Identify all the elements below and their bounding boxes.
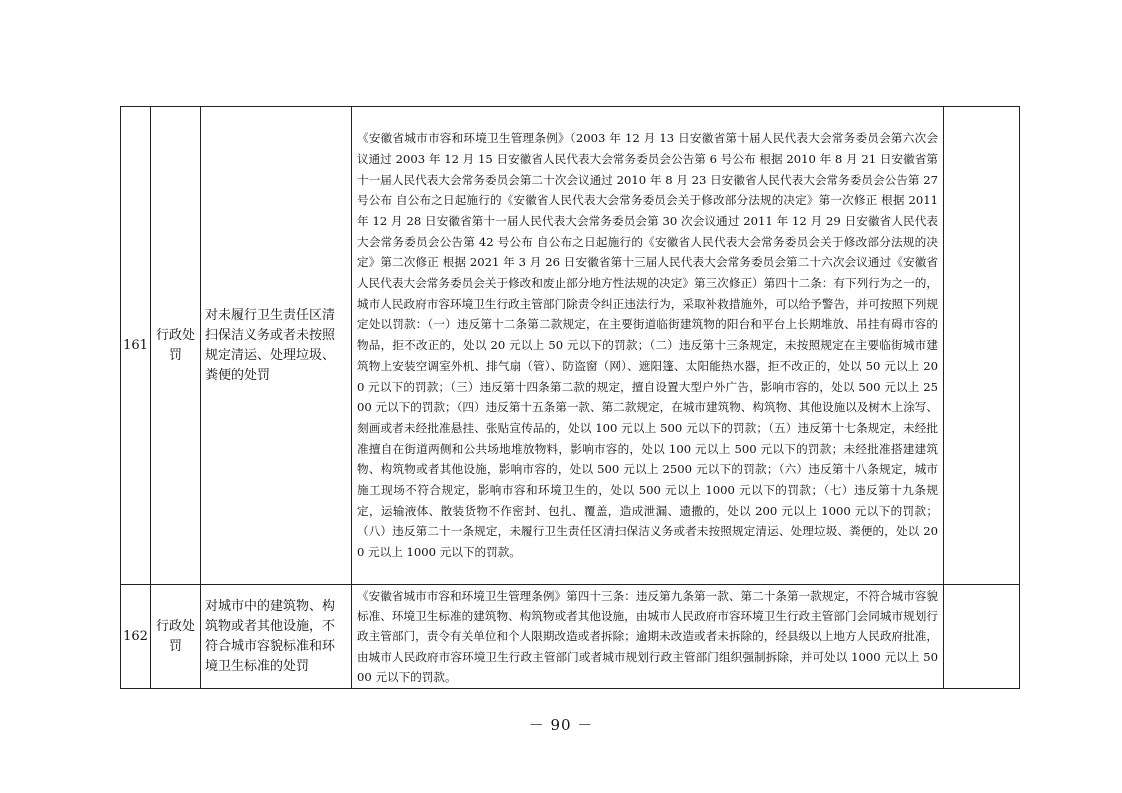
remark-cell <box>944 107 1020 585</box>
table-row <box>121 585 1020 689</box>
row-number: 162 <box>121 585 151 689</box>
penalty-type: 行政处罚 <box>151 585 201 689</box>
legal-basis: 《安徽省城市市容和环境卫生管理条例》（2003 年 12 月 13 日安徽省第十届人民代表大会常务委员会第六次会议通过 2003 年 12 月 15 日安徽省人民代表大会常务委员会公告第 6 号公布 根据 2010 年 8 月 21 日安徽省第十一届人民代表大会常务委员会第二十次会议通过 2010 年 8 月 23 日安徽省人民代表大会常务委员会公告第 27 号公布 自公布之日起施行的《安徽省人民代表大会常务委员会关于修改部分法规的决定》第一次修正 根据 2011 年 12 月 28 日安徽省第十一届人民代表大会常务委员会第 30 次会议通过 2011 年 12 月 29 日安徽省人民代表大会常务委员会公告第 42 号公布 自公布之日起施行的《安徽省人民代表大会常务委员会关于修改部分法规的决定》第二次修正 根据 2021 年 3 月 26 日安徽省第十三届人民代表大会常务委员会第二十六次会议通过《安徽省人民代表大会常务委员会关于修改和废止部分地方性法规的决定》第三次修正）第四十二条：有下列行为之一的，城市人民政府市容环境卫生行政主管部门除责令纠正违法行为，采取补救措施外，可以给予警告，并可按照下列规定处以罚款：（一）违反第十二条第二款规定，在主要街道临街建筑物的阳台和平台上长期堆放、吊挂有碍市容的物品，拒不改正的，处以 20 元以上 50 元以下的罚款；（二）违反第十三条规定，未按照规定在主要临街城市建筑物上安装空调室外机、排气扇（管）、防盗窗（网）、遮阳篷、太阳能热水器，拒不改正的，处以 50 元以上 200 元以下的罚款；（三）违反第十四条第二款的规定，擅自设置大型户外广告，影响市容的，处以 500 元以上 2500 元以下的罚款；（四）违反第十五条第一款、第二款规定，在城市建筑物、构筑物、其他设施以及树木上涂写、刻画或者未经批准悬挂、张贴宣传品的，处以 100 元以上 500 元以下的罚款；（五）违反第十七条规定，未经批准擅自在街道两侧和公共场地堆放物料，影响市容的，处以 100 元以上 500 元以下的罚款；未经批准搭建建筑物、构筑物或者其他设施，影响市容的，处以 500 元以上 2500 元以下的罚款；（六）违反第十八条规定，城市施工现场不符合规定，影响市容和环境卫生的，处以 500 元以上 1000 元以下的罚款；（七）违反第十九条规定，运输液体、散装货物不作密封、包扎、覆盖，造成泄漏、遗撒的，处以 200 元以上 1000 元以下的罚款；（八）违反第二十一条规定，未履行卫生责任区清扫保洁义务或者未按照规定清运、处理垃圾、粪便的，处以 200 元以上 1000 元以下的罚款。 <box>352 107 944 585</box>
row-number: 161 <box>121 107 151 585</box>
page-number: － 90 － <box>528 716 594 734</box>
remark-cell <box>944 585 1020 689</box>
penalty-type: 行政处罚 <box>151 107 201 585</box>
table-row <box>121 107 1020 585</box>
penalty-item: 对未履行卫生责任区清扫保洁义务或者未按照规定清运、处理垃圾、粪便的处罚 <box>201 107 352 585</box>
legal-basis: 《安徽省城市市容和环境卫生管理条例》第四十三条：违反第九条第一款、第二十条第一款规定，不符合城市容貌标准、环境卫生标准的建筑物、构筑物或者其他设施，由城市人民政府市容环境卫生行政主管部门会同城市规划行政主管部门，责令有关单位和个人限期改造或者拆除；逾期未改造或者未拆除的，经县级以上地方人民政府批准，由城市人民政府市容环境卫生行政主管部门或者城市规划行政主管部门组织强制拆除，并可处以 1000 元以上 5000 元以下的罚款。 <box>352 585 944 689</box>
penalty-table <box>120 106 1020 689</box>
penalty-item: 对城市中的建筑物、构筑物或者其他设施，不符合城市容貌标准和环境卫生标准的处罚 <box>201 585 352 689</box>
